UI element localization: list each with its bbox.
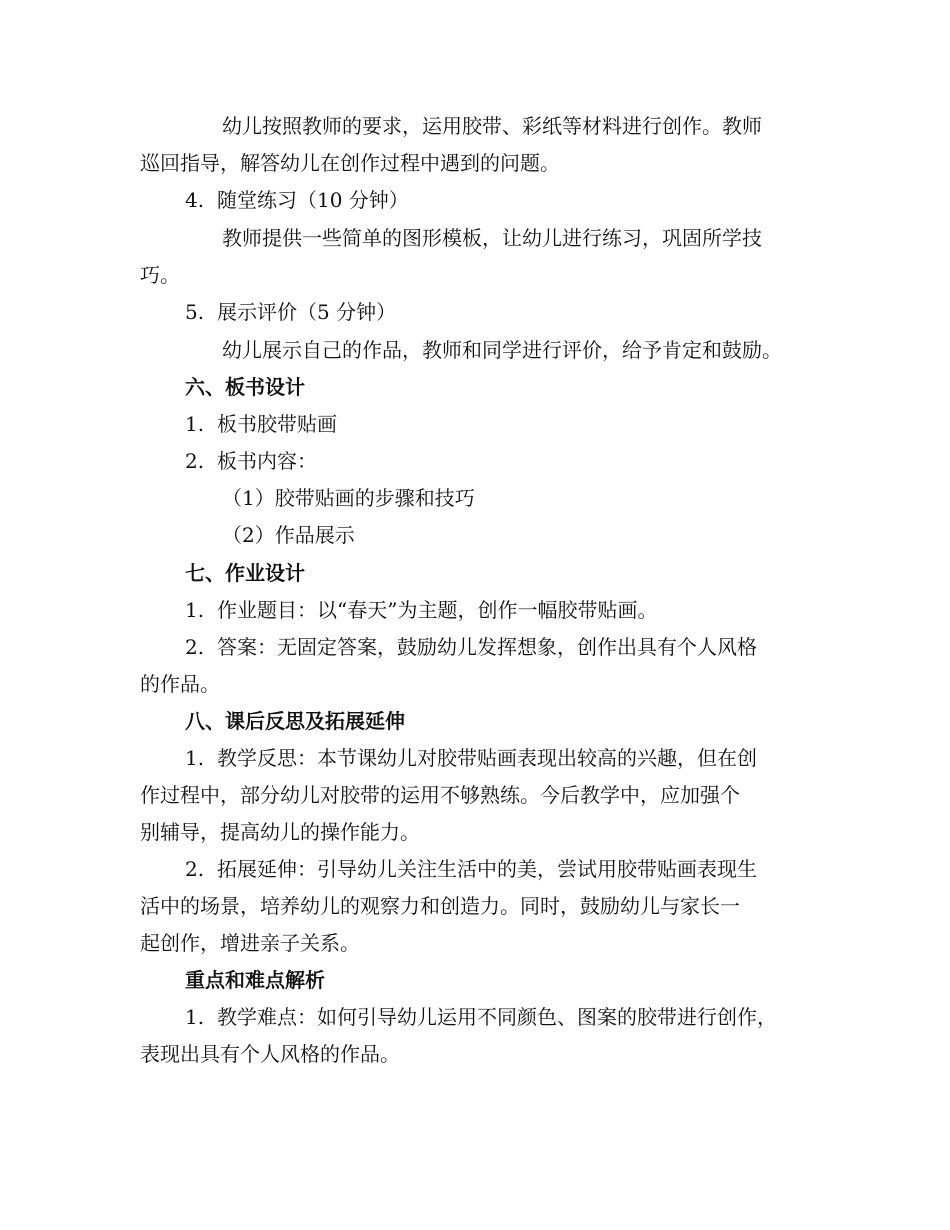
section-heading: 七、作业设计 — [185, 561, 305, 585]
list-item-number: 4. — [185, 188, 205, 212]
sub-list-item: （2）作品展示 — [222, 523, 355, 547]
list-item-text: 板书胶带贴画 — [217, 412, 337, 436]
list-item-text: 拓展延伸：引导幼儿关注生活中的美，尝试用胶带贴画表现生 — [217, 857, 757, 881]
list-item-number: 1. — [185, 412, 205, 436]
list-item — [185, 188, 409, 212]
list-item — [185, 857, 757, 881]
list-item-text: 作业题目：以“春天”为主题，创作一幅胶带贴画。 — [217, 598, 658, 622]
list-item — [185, 746, 757, 770]
section-heading: 六、板书设计 — [185, 375, 305, 399]
paragraph-line: 起创作，增进亲子关系。 — [140, 931, 360, 955]
paragraph-line: 活中的场景，培养幼儿的观察力和创造力。同时，鼓励幼儿与家长一 — [140, 894, 740, 918]
list-item — [185, 449, 317, 473]
section-heading: 重点和难点解析 — [185, 968, 325, 992]
paragraph-line: 别辅导，提高幼儿的操作能力。 — [140, 820, 420, 844]
paragraph-line: 作过程中，部分幼儿对胶带的运用不够熟练。今后教学中，应加强个 — [140, 783, 740, 807]
paragraph-line: 教师提供一些简单的图形模板，让幼儿进行练习，巩固所学技 — [222, 226, 762, 250]
paragraph-line: 表现出具有个人风格的作品。 — [140, 1042, 400, 1066]
section-heading: 八、课后反思及拓展延伸 — [185, 709, 405, 733]
list-item-text: 答案：无固定答案，鼓励幼儿发挥想象，创作出具有个人风格 — [217, 635, 757, 659]
list-item-number: 1. — [185, 598, 205, 622]
paragraph-line: 幼儿按照教师的要求，运用胶带、彩纸等材料进行创作。教师 — [222, 114, 762, 138]
paragraph-line: 的作品。 — [140, 672, 220, 696]
list-item — [185, 598, 657, 622]
list-item — [185, 412, 337, 436]
list-item-number: 2. — [185, 857, 205, 881]
list-item — [185, 1005, 777, 1029]
sub-list-item: （1）胶带贴画的步骤和技巧 — [222, 486, 475, 510]
list-item-text: 教学难点：如何引导幼儿运用不同颜色、图案的胶带进行创作， — [217, 1005, 777, 1029]
list-item-number: 5. — [185, 300, 205, 324]
list-item — [185, 635, 757, 659]
list-item-number: 2. — [185, 635, 205, 659]
paragraph-line: 巧。 — [140, 263, 180, 287]
list-item-number: 1. — [185, 746, 205, 770]
list-item-text: 展示评价（5 分钟） — [217, 300, 397, 324]
paragraph-line: 巡回指导，解答幼儿在创作过程中遇到的问题。 — [140, 151, 560, 175]
paragraph-line: 幼儿展示自己的作品，教师和同学进行评价，给予肯定和鼓励。 — [222, 338, 782, 362]
list-item-text: 教学反思：本节课幼儿对胶带贴画表现出较高的兴趣，但在创 — [217, 746, 757, 770]
list-item-number: 2. — [185, 449, 205, 473]
list-item — [185, 300, 396, 324]
list-item-text: 板书内容： — [217, 449, 317, 473]
list-item-number: 1. — [185, 1005, 205, 1029]
list-item-text: 随堂练习（10 分钟） — [217, 188, 409, 212]
